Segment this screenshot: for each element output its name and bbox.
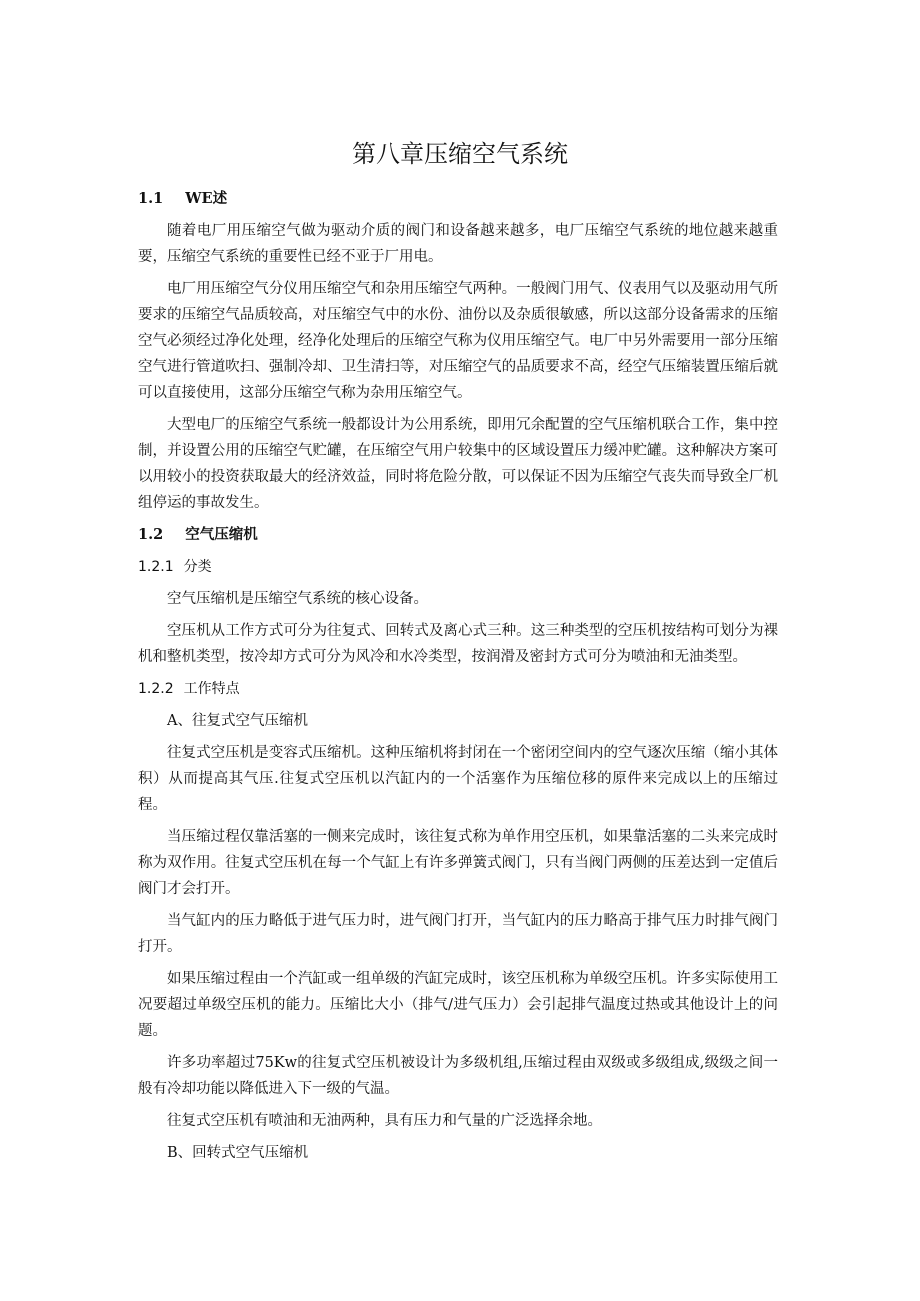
- paragraph: 往复式空压机是变容式压缩机。这种压缩机将封闭在一个密闭空间内的空气逐次压缩（缩小其体积）从而提高其气压.往复式空压机以汽缸内的一个活塞作为压缩位移的原件来完成以上的压缩过程。: [138, 745, 778, 813]
- subsection-number: 1.2.1: [138, 559, 174, 575]
- section-heading-1-2: [138, 522, 778, 548]
- paragraph: 当压缩过程仅靠活塞的一侧来完成时，该往复式称为单作用空压机，如果靠活塞的二头来完成时称为双作用。往复式空压机在每一个气缸上有许多弹簧式阀门，只有当阀门两侧的压差达到一定值后阀门才会打开。: [138, 829, 778, 897]
- subsection-heading-1-2-1: [138, 554, 778, 580]
- item-heading-b: B、回转式空气压缩机: [167, 1145, 309, 1161]
- item-heading-a: A、往复式空气压缩机: [167, 713, 308, 729]
- document-body: [138, 186, 778, 1172]
- paragraph: 许多功率超过75Kw的往复式空压机被设计为多级机组,压缩过程由双级或多级组成,级级之间一般有冷却功能以降低进入下一级的气温。: [138, 1055, 778, 1097]
- paragraph: 随着电厂用压缩空气做为驱动介质的阀门和设备越来越多，电厂压缩空气系统的地位越来越重要，压缩空气系统的重要性已经不亚于厂用电。: [138, 223, 778, 265]
- section-number: 1.2: [138, 526, 164, 543]
- paragraph: 大型电厂的压缩空气系统一般都设计为公用系统，即用冗余配置的空气压缩机联合工作，集中控制，并设置公用的压缩空气贮罐，在压缩空气用户较集中的区域设置压力缓冲贮罐。这种解决方案可以用较小的投资获取最大的经济效益，同时将危险分散，可以保证不因为压缩空气丧失而导致全厂机组停运的事故发生。: [138, 417, 778, 511]
- subsection-title: 工作特点: [183, 681, 240, 697]
- paragraph: 如果压缩过程由一个汽缸或一组单级的汽缸完成时，该空压机称为单级空压机。许多实际使用工况要超过单级空压机的能力。压缩比大小（排气/进气压力）会引起排气温度过热或其他设计上的问题。: [138, 971, 778, 1039]
- subsection-number: 1.2.2: [138, 681, 174, 697]
- paragraph: 空压机从工作方式可分为往复式、回转式及离心式三种。这三种类型的空压机按结构可划分为裸机和整机类型，按冷却方式可分为风冷和水冷类型，按润滑及密封方式可分为喷油和无油类型。: [138, 623, 778, 665]
- section-number: 1.1: [138, 190, 164, 207]
- subsection-heading-1-2-2: [138, 676, 778, 702]
- section-title: 空气压缩机: [185, 526, 258, 543]
- page-title: 第八章压缩空气系统: [352, 140, 568, 168]
- subsection-title: 分类: [183, 559, 212, 575]
- paragraph: 当气缸内的压力略低于进气压力时，进气阀门打开，当气缸内的压力略高于排气压力时排气阀门打开。: [138, 913, 778, 955]
- paragraph: 空气压缩机是压缩空气系统的核心设备。: [167, 591, 428, 607]
- paragraph: 电厂用压缩空气分仪用压缩空气和杂用压缩空气两种。一般阀门用气、仪表用气以及驱动用气所要求的压缩空气品质较高，对压缩空气中的水份、油份以及杂质很敏感，所以这部分设备需求的压缩空气必须经过净化处理，经净化处理后的压缩空气称为仪用压缩空气。电厂中另外需要用一部分压缩空气进行管道吹扫、强制冷却、卫生清扫等，对压缩空气的品质要求不高，经空气压缩装置压缩后就可以直接使用，这部分压缩空气称为杂用压缩空气。: [138, 281, 778, 401]
- section-heading-1-1: [138, 186, 778, 212]
- section-title: WE述: [185, 190, 228, 207]
- paragraph: 往复式空压机有喷油和无油两种，具有压力和气量的广泛选择余地。: [167, 1113, 602, 1129]
